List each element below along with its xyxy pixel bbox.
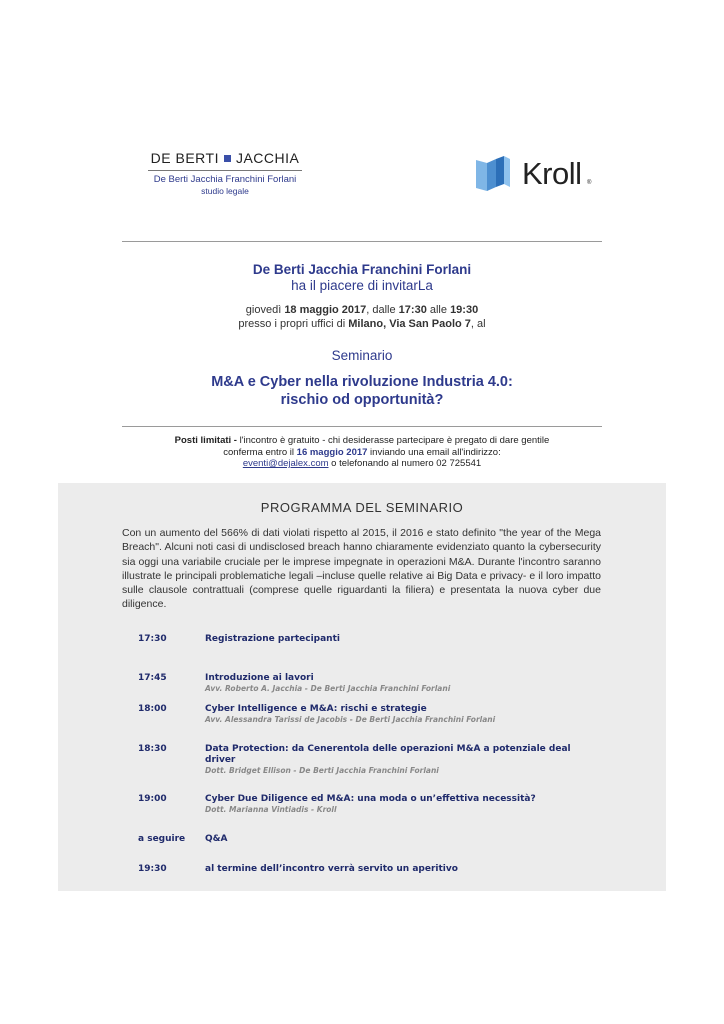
rsvp-deadline: 16 maggio 2017 bbox=[296, 446, 368, 458]
program-time: 17:45 bbox=[138, 673, 167, 683]
time-join: alle bbox=[426, 304, 451, 316]
date-time-line bbox=[100, 304, 624, 316]
program-topic: al termine dell’incontro verrà servito un aperitivo bbox=[205, 864, 458, 874]
program-topic: Data Protection: da Cenerentola delle operazioni M&A a potenziale deal driver bbox=[205, 744, 571, 765]
kroll-book-icon bbox=[474, 156, 514, 192]
place-line bbox=[100, 318, 624, 330]
event-date: 18 maggio 2017 bbox=[284, 304, 367, 316]
dbj-logo-subtitle: De Berti Jacchia Franchini Forlani bbox=[153, 174, 297, 185]
program-speaker: Avv. Alessandra Tarissi de Jacobis - De Berti Jacchia Franchini Forlani bbox=[205, 715, 496, 724]
program-section bbox=[58, 483, 666, 891]
program-time: 19:00 bbox=[138, 794, 167, 804]
rsvp-line-2-prefix: conferma entro il bbox=[223, 446, 297, 458]
program-time: 18:30 bbox=[138, 744, 167, 754]
program-time: a seguire bbox=[138, 834, 186, 844]
dbj-logo bbox=[140, 150, 310, 196]
program-body bbox=[205, 834, 575, 845]
program-topic: Q&A bbox=[205, 834, 228, 844]
program-body bbox=[205, 744, 575, 776]
program-topic: Cyber Intelligence e M&A: rischi e strategie bbox=[205, 704, 427, 714]
program-speaker: Dott. Marianna Vintiadis - Kroll bbox=[205, 805, 337, 814]
dbj-name-right: JACCHIA bbox=[235, 150, 300, 166]
event-place: Milano, Via San Paolo 7 bbox=[348, 318, 471, 330]
firm-name: De Berti Jacchia Franchini Forlani bbox=[252, 262, 472, 277]
kroll-registered-mark: ® bbox=[587, 180, 592, 186]
invitation-line: ha il piacere di invitarLa bbox=[291, 278, 433, 293]
program-body bbox=[205, 864, 575, 875]
rsvp-line-3 bbox=[100, 458, 624, 470]
program-speaker: Dott. Bridget Ellison - De Berti Jacchia Franchini Forlani bbox=[205, 766, 439, 775]
dbj-name-left: DE BERTI bbox=[150, 150, 219, 166]
dbj-logo-tagline: studio legale bbox=[201, 186, 249, 196]
program-time: 19:30 bbox=[138, 864, 167, 874]
place-suffix: , al bbox=[470, 318, 486, 330]
date-prefix: giovedì bbox=[245, 304, 285, 316]
program-time: 17:30 bbox=[138, 634, 167, 644]
program-title: PROGRAMMA DEL SEMINARIO bbox=[260, 500, 464, 515]
program-time: 18:00 bbox=[138, 704, 167, 714]
seminar-label: Seminario bbox=[331, 348, 393, 363]
rsvp-line-2 bbox=[100, 447, 624, 459]
kroll-wordmark: Kroll bbox=[522, 156, 582, 191]
program-speaker: Avv. Roberto A. Jacchia - De Berti Jacchia Franchini Forlani bbox=[205, 684, 451, 693]
time-mid: , dalle bbox=[366, 304, 399, 316]
end-time: 19:30 bbox=[450, 304, 479, 316]
kroll-logo bbox=[474, 154, 604, 196]
program-topic: Registrazione partecipanti bbox=[205, 634, 340, 644]
dbj-logo-rule bbox=[148, 170, 302, 171]
place-prefix: presso i propri uffici di bbox=[238, 318, 349, 330]
dbj-logo-name bbox=[140, 150, 310, 166]
seminar-title-line-1: M&A e Cyber nella rivoluzione Industria 4.0: bbox=[211, 374, 513, 390]
divider-top bbox=[122, 241, 602, 242]
rsvp-line-1 bbox=[100, 435, 624, 447]
program-body bbox=[205, 634, 575, 645]
square-icon bbox=[224, 155, 231, 162]
rsvp-line-1-text: l'incontro è gratuito - chi desiderasse partecipare è pregato di dare gentile bbox=[236, 435, 550, 446]
rsvp-notice bbox=[100, 435, 624, 470]
program-topic: Introduzione ai lavori bbox=[205, 673, 314, 683]
seminar-title-line-2: rischio od opportunità? bbox=[280, 392, 444, 408]
start-time: 17:30 bbox=[398, 304, 427, 316]
program-body bbox=[205, 794, 575, 815]
rsvp-phone: o telefonando al numero 02 725541 bbox=[328, 458, 482, 469]
program-body bbox=[205, 704, 575, 725]
program-body bbox=[205, 673, 575, 694]
program-intro: Con un aumento del 566% di dati violati rispetto al 2015, il 2016 e stato definito "the year of the Mega Breach". Alcuni noti casi di undisclosed breach hanno chiaramente evidenziato quanto la cybersecurity sia oggi una variabile cruciale per le imprese impegnate in operazioni M&A. Durante l'incontro saranno illustrate le principali problematiche legali –incluse quelle relative ai Big Data e privacy- e il loro impatto sulle clausole contrattuali (comprese quelle riguardanti la filiera) e presentata la nuova cyber due diligence. bbox=[122, 527, 601, 611]
rsvp-line-2-suffix: inviando una email all'indirizzo: bbox=[367, 446, 501, 458]
rsvp-email-link[interactable]: eventi@dejalex.com bbox=[242, 458, 329, 469]
rsvp-label: Posti limitati - bbox=[174, 435, 237, 446]
program-topic: Cyber Due Diligence ed M&A: una moda o un’effettiva necessità? bbox=[205, 794, 536, 804]
divider-middle bbox=[122, 426, 602, 427]
